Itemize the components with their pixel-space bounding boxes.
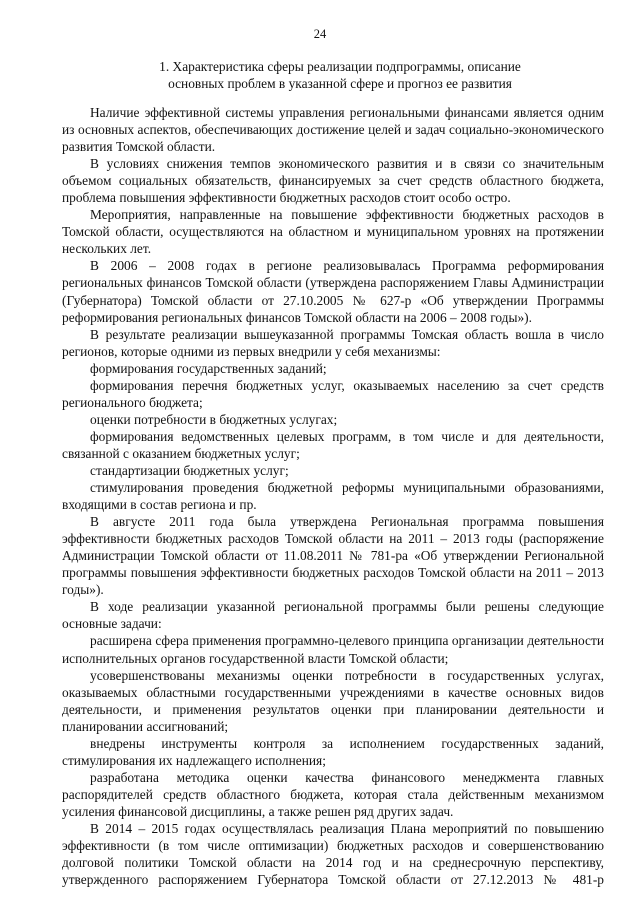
paragraph: В ходе реализации указанной региональной программы были решены следующие основные задачи:: [62, 599, 604, 632]
paragraph: В условиях снижения темпов экономического развития и в связи со значительным объемом социальных обязательств, финансируемых за счет средств областного бюджета, проблема повышения эффективности бюджетных расходов стоит особо остро.: [62, 156, 604, 206]
list-item: усовершенствованы механизмы оценки потребности в государственных услугах, оказываемых областными государственными учреждениями в качестве основных видов деятельности, и применения результатов оценки при планировании деятельности и планировании ассигнований;: [62, 667, 604, 734]
list-item: внедрены инструменты контроля за исполнением государственных заданий, стимулирования их надлежащего исполнения;: [62, 735, 604, 768]
list-item: формирования ведомственных целевых программ, в том числе и для деятельности, связанной с оказанием бюджетных услуг;: [62, 428, 604, 461]
body-text: [62, 104, 604, 888]
list-item: расширена сфера применения программно-целевого принципа организации деятельности исполнительных органов государственной власти Томской области;: [62, 633, 604, 666]
list-item: формирования государственных заданий;: [90, 360, 327, 376]
list-item: разработана методика оценки качества финансового менеджмента главных распорядителей средств областного бюджета, которая стала действенным механизмом усиления финансовой дисциплины, а также решен ряд других задач.: [62, 769, 604, 819]
list-item: стимулирования проведения бюджетной реформы муниципальными образованиями, входящими в состав региона и пр.: [62, 480, 604, 513]
list-item: оценки потребности в бюджетных услугах;: [90, 411, 338, 427]
paragraph: В 2014 – 2015 годах осуществлялась реализация Плана мероприятий по повышению эффективности (в том числе оптимизации) бюджетных расходов и совершенствованию долговой политики Томской области на 2014 год и на среднесрочную перспективу, утвержденного распоряжением Губернатора Томской области от 27.12.2013 № 481-р: [62, 820, 604, 888]
section-heading-line-2: основных проблем в указанной сфере и прогноз ее развития: [168, 76, 512, 92]
section-heading-line-1: 1. Характеристика сферы реализации подпрограммы, описание: [159, 59, 521, 74]
list-item: формирования перечня бюджетных услуг, оказываемых населению за счет средств регионального бюджета;: [62, 377, 604, 410]
section-heading: [70, 58, 610, 93]
paragraph: В результате реализации вышеуказанной программы Томская область вошла в число регионов, которые одними из первых внедрили у себя механизмы:: [62, 326, 604, 359]
paragraph: Мероприятия, направленные на повышение эффективности бюджетных расходов в Томской области, осуществляются на областном и муниципальном уровнях на протяжении нескольких лет.: [62, 207, 604, 257]
paragraph: Наличие эффективной системы управления региональными финансами является одним из основных аспектов, обеспечивающих достижение целей и задач социально-экономического развития Томской области.: [62, 105, 604, 155]
list-item: стандартизации бюджетных услуг;: [90, 462, 289, 478]
paragraph: В 2006 – 2008 годах в регионе реализовывалась Программа реформирования региональных финансов Томской области (утверждена распоряжением Главы Администрации (Губернатора) Томской области от 27.10.2005 № 627-р «Об утверждении Программы реформирования региональных финансов Томской области на 2006 – 2008 годы»).: [62, 258, 604, 325]
paragraph: В августе 2011 года была утверждена Региональная программа повышения эффективности бюджетных расходов Томской области на 2011 – 2013 годы (распоряжение Администрации Томской области от 11.08.2011 № 781-ра «Об утверждении Региональной программы повышения эффективности бюджетных расходов Томской области на 2011 – 2013 годы»).: [62, 514, 604, 598]
page-number: 24: [313, 27, 327, 41]
